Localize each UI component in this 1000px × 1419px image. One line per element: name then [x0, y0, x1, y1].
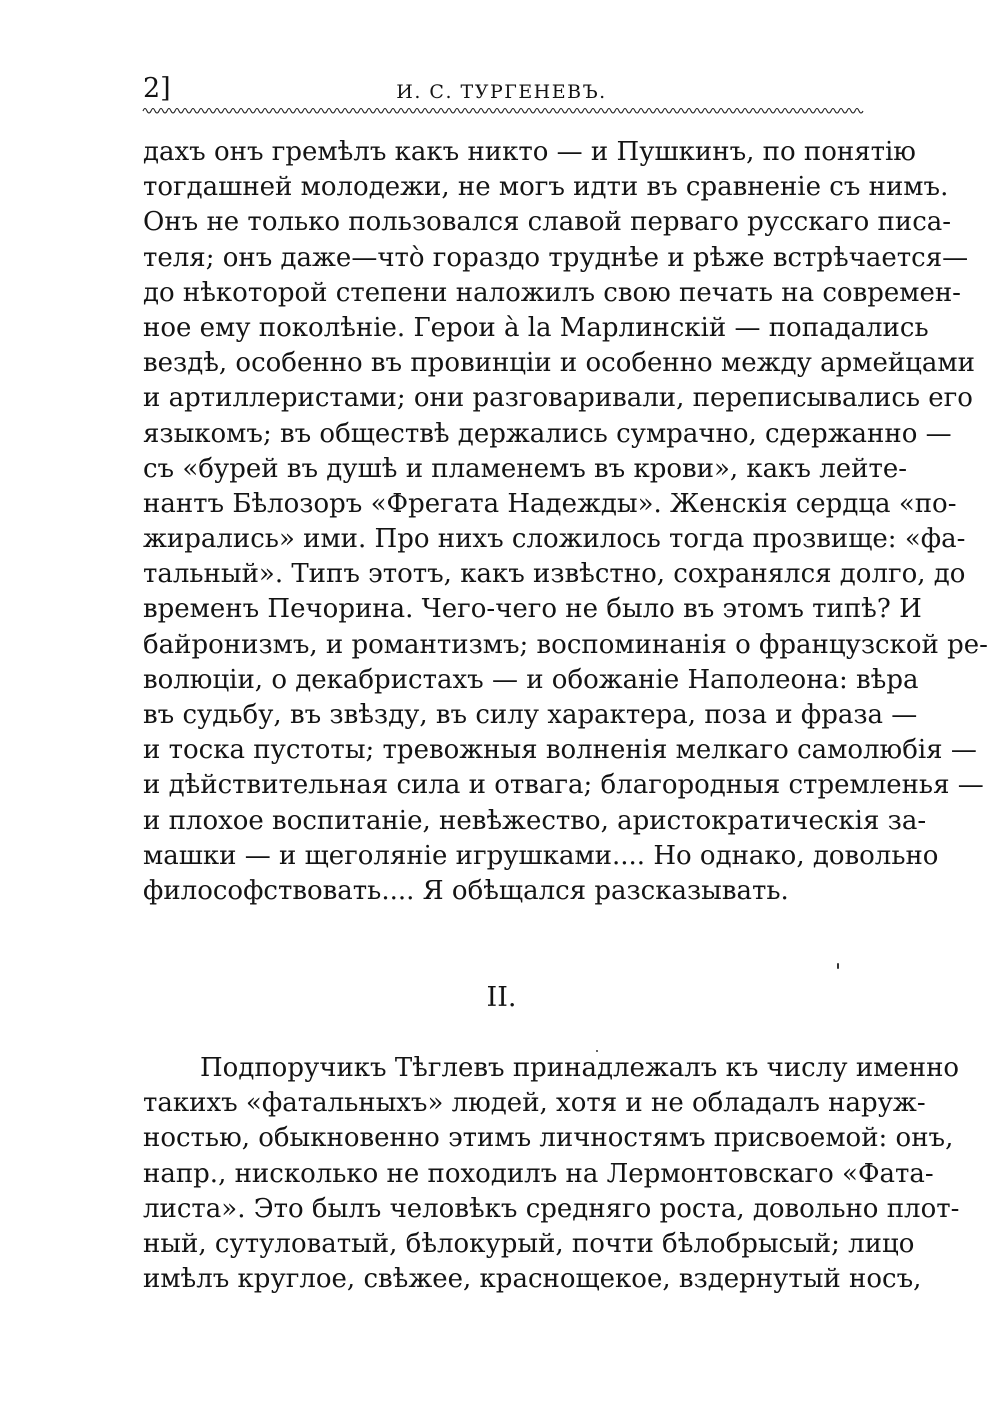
text-line: философствовать.... Я обѣщался разсказывать. [143, 875, 789, 906]
header-ornamental-rule [143, 104, 860, 116]
text-line: съ «бурей въ душѣ и пламенемъ въ крови», какъ лейте- [143, 453, 908, 484]
text-line: напр., нисколько не походилъ на Лермонтовскаго «Фата- [143, 1158, 934, 1189]
running-head: И. С. ТУРГЕНЕВЪ. [396, 81, 607, 103]
text-line: жирались» ими. Про нихъ сложилось тогда прозвище: «фа- [143, 524, 966, 555]
page-number: 2] [143, 73, 171, 104]
text-line: временъ Печорина. Чего-чего не было въ этомъ типѣ? И [143, 594, 922, 625]
text-line: Онъ не только пользовался славой перваго русскаго писа- [143, 207, 952, 238]
text-line: въ судьбу, въ звѣзду, въ силу характера, поза и фраза — [143, 700, 918, 730]
text-line: ный, сутуловатый, бѣлокурый, почти бѣлобрысый; лицо [143, 1228, 915, 1259]
text-line: байронизмъ, и романтизмъ; воспоминанія о французской ре- [143, 629, 988, 660]
text-line: машки — и щеголяніе игрушками.... Но однако, довольно [143, 840, 939, 871]
text-line: языкомъ; въ обществѣ держались сумрачно, сдержанно — [143, 418, 952, 449]
text-line: Подпоручикъ Тѣглевъ принадлежалъ къ числу именно [200, 1053, 960, 1083]
text-line: ное ему поколѣніе. Герои à la Марлинскій — попадались [143, 312, 929, 343]
text-line: имѣлъ круглое, свѣжее, краснощекое, вздернутый носъ, [143, 1264, 922, 1295]
text-line: и плохое воспитаніе, невѣжество, аристократическія за- [143, 805, 927, 836]
page-header [143, 74, 860, 108]
text-line: и артиллеристами; они разговаривали, переписывались его [143, 383, 973, 414]
text-line: нантъ Бѣлозоръ «Фрегата Надежды». Женскія сердца «по- [143, 488, 957, 519]
text-line: такихъ «фатальныхъ» людей, хотя и не обладалъ наруж- [143, 1088, 926, 1119]
text-line: листа». Это былъ человѣкъ средняго роста, довольно плот- [143, 1193, 960, 1224]
text-line: тальный». Типъ этотъ, какъ извѣстно, сохранялся долго, до [143, 559, 966, 590]
text-line: теля; онъ даже—что̀ гораздо труднѣе и рѣже встрѣчается— [143, 242, 969, 273]
text-line: волюціи, о декабристахъ — и обожаніе Наполеона: вѣра [143, 664, 919, 695]
chapter-heading: II. [486, 982, 517, 1013]
text-line: и дѣйствительная сила и отвага; благородныя стремленья — [143, 770, 984, 801]
text-line: ностью, обыкновенно этимъ личностямъ присвоемой: онъ, [143, 1123, 954, 1154]
text-line: и тоска пустоты; тревожныя волненія мелкаго самолюбія — [143, 735, 977, 766]
print-speck [837, 963, 839, 969]
text-line: до нѣкоторой степени наложилъ свою печать на современ- [143, 277, 961, 308]
text-line: тогдашней молодежи, не могъ идти въ сравненіе съ нимъ. [143, 172, 949, 203]
text-line: дахъ онъ гремѣлъ какъ никто — и Пушкинъ, по понятію [143, 137, 916, 167]
paragraph-1 [143, 135, 988, 909]
text-line: вездѣ, особенно въ провинціи и особенно между армейцами [143, 348, 975, 379]
paragraph-2 [143, 1051, 960, 1297]
